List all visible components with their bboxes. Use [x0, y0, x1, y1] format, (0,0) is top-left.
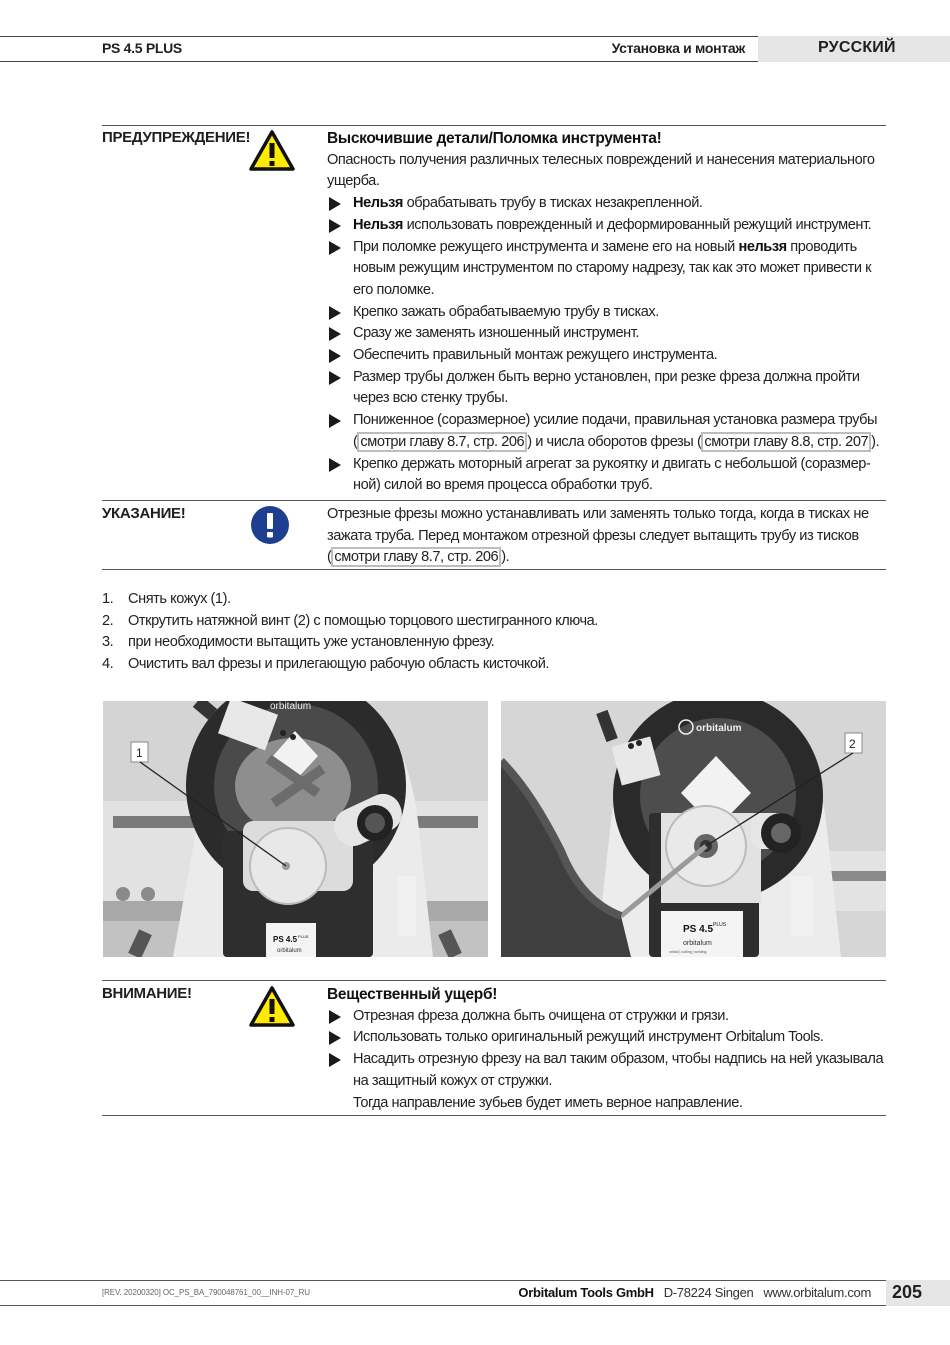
list-item: Отрезная фреза должна быть очищена от стружки и грязи. [327, 1006, 887, 1028]
caution-rule-bottom [102, 1115, 886, 1116]
header-section-title: Установка и монтаж [611, 40, 745, 56]
list-item: Крепко держать моторный агрегат за рукоятку и двигать с небольшой (соразмер-ной) силой во время процесса обработки труб. [327, 454, 887, 497]
warning-list [327, 193, 887, 497]
warning-triangle-icon [249, 986, 295, 1027]
warning-triangle-icon [249, 130, 295, 171]
photo-plate-brand: orbitalum [277, 948, 302, 954]
callout-label-1: 1 [136, 746, 143, 760]
header-rule-bottom [0, 61, 758, 62]
step-item: 2. Открутить натяжной винт (2) с помощью торцового шестигранного ключа. [102, 612, 598, 629]
footer-company: Orbitalum Tools GmbH [518, 1285, 654, 1300]
page-footer [0, 1280, 950, 1306]
photo-brand-label: orbitalum [696, 723, 742, 734]
footer-page-number: 205 [892, 1282, 923, 1302]
caution-rule-top [102, 980, 886, 981]
procedure-steps [102, 589, 802, 675]
chapter-link-8-7[interactable]: смотри главу 8.7, стр. 206 [357, 432, 527, 452]
photo-loosen-screw [501, 701, 886, 957]
caution-title: Вещественный ущерб! [327, 986, 498, 1003]
warning-signal-word: ПРЕДУПРЕЖДЕНИЕ! [102, 129, 251, 146]
step-item: 1. Снять кожух (1). [102, 591, 231, 607]
footer-page-tab [886, 1280, 950, 1306]
footer-website[interactable]: www.orbitalum.com [763, 1285, 871, 1300]
caution-list [327, 1006, 887, 1093]
warning-text [327, 128, 887, 497]
header-language-label: РУССКИЙ [818, 39, 896, 56]
photo-remove-cover [103, 701, 488, 957]
header-model: PS 4.5 PLUS [102, 40, 182, 56]
photo-plate-brand: orbitalum [683, 940, 712, 947]
list-item: Использовать только оригинальный режущий инструмент Orbitalum Tools. [327, 1027, 887, 1049]
footer-revision: [REV. 20200320] OC_PS_BA_790048761_00__INH-07_RU [102, 1288, 310, 1297]
list-item: Сразу же заменять изношенный инструмент. [327, 323, 887, 345]
list-item: Пониженное (соразмерное) усилие подачи, правильная установка размера трубы ( смотри главу 8.7, стр. 206 ) и числа оборотов фрезы ( смотри главу 8.8, стр. 207 ). [327, 410, 887, 453]
caution-signal-word: ВНИМАНИЕ! [102, 985, 192, 1002]
header-rule-top [0, 36, 758, 37]
list-item: Нельзя обрабатывать трубу в тисках незакрепленной. [327, 193, 887, 215]
footer-rule-bottom [0, 1305, 886, 1306]
caution-text [327, 984, 887, 1114]
chapter-link-8-8[interactable]: смотри главу 8.8, стр. 207 [701, 432, 871, 452]
footer-company-info [518, 1285, 871, 1300]
photo-plate-sub: orbital | cutting | welding [669, 950, 707, 954]
photo-plate-model: PS 4.5 [273, 935, 298, 944]
photo-plate-sup: PLUS [298, 934, 309, 939]
list-item: Крепко зажать обрабатываемую трубу в тисках. [327, 302, 887, 324]
footer-address: D-78224 Singen [663, 1285, 754, 1300]
notice-text: Отрезные фрезы можно устанавливать или заменять только тогда, когда в тисках не зажата труба. Перед монтажом отрезной фрезы следует вытащить трубу из тисков ( смотри главу 8.7, стр. 206 ). [327, 506, 869, 566]
warning-title: Выскочившие детали/Поломка инструмента! [327, 130, 662, 147]
notice-signal-word: УКАЗАНИЕ! [102, 505, 186, 522]
footer-rule-top [0, 1280, 886, 1281]
photo-plate-model: PS 4.5 [683, 924, 714, 935]
notice-rule-top [102, 500, 886, 501]
page-header [0, 36, 950, 62]
caution-after-note: Тогда направление зубьев будет иметь верное направление. [353, 1094, 743, 1111]
list-item: Размер трубы должен быть верно установлен, при резке фреза должна пройти через всю стенку трубы. [327, 367, 887, 410]
step-item: 3. при необходимости вытащить уже установленную фрезу. [102, 634, 495, 650]
info-exclamation-icon [250, 505, 290, 545]
notice-rule-bottom [102, 569, 886, 570]
header-language-tab [758, 36, 950, 62]
warning-intro: Опасность получения различных телесных повреждений и нанесения материального ущерба. [327, 151, 875, 190]
list-item: Обеспечить правильный монтаж режущего инструмента. [327, 345, 887, 367]
step-item: 4. Очистить вал фрезы и прилегающую рабочую область кисточкой. [102, 655, 550, 672]
list-item: При поломке режущего инструмента и замене его на новый нельзя проводить новым режущим инструментом по старому надрезу, так как это может привести к его поломке. [327, 237, 887, 302]
photo-plate-sup: PLUS [713, 922, 727, 928]
list-item: Нельзя использовать поврежденный и деформированный режущий инструмент. [327, 215, 887, 237]
list-item: Насадить отрезную фрезу на вал таким образом, чтобы надпись на ней указывала на защитный кожух от стружки. [327, 1049, 887, 1092]
photo-brand-label: orbitalum [270, 701, 312, 712]
callout-label-2: 2 [849, 737, 856, 751]
warning-rule-top [102, 125, 886, 126]
chapter-link-8-7[interactable]: смотри главу 8.7, стр. 206 [331, 547, 501, 567]
